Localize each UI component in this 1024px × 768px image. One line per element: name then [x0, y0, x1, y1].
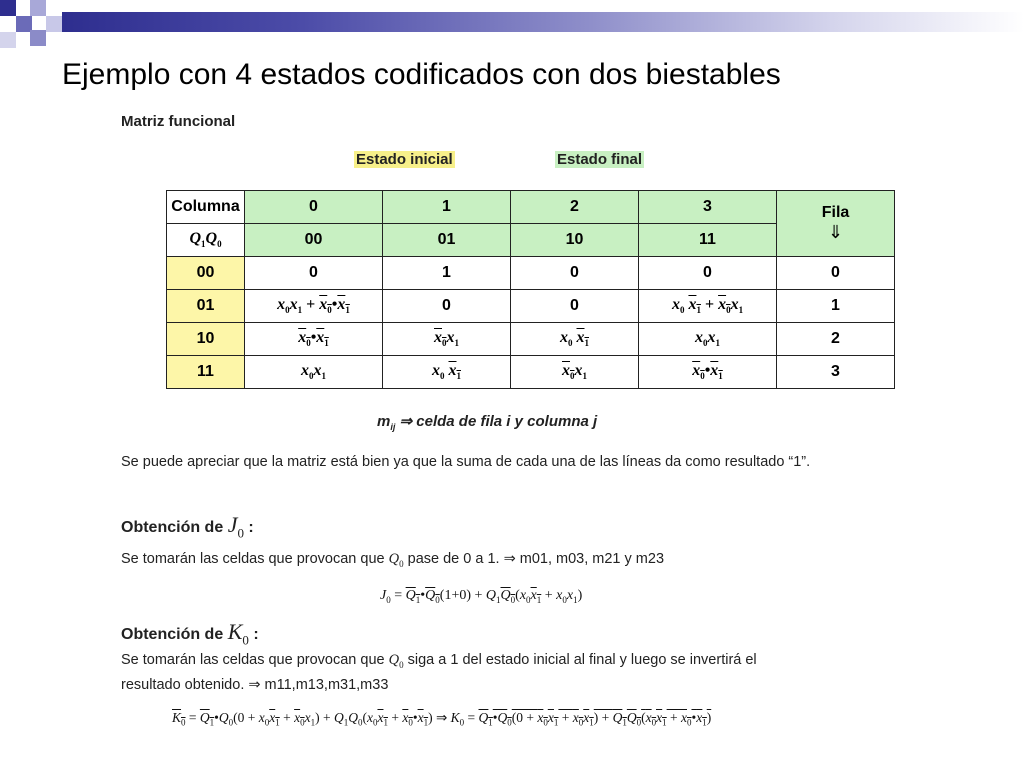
matrix-cell-expression: $x_0•x_1$	[639, 356, 777, 389]
column-header-label: Columna	[167, 191, 245, 224]
page-title: Ejemplo con 4 estados codificados con dos biestables	[62, 58, 781, 91]
corner-logo-squares	[0, 0, 80, 60]
fila-header	[777, 191, 895, 257]
column-code: 01	[383, 224, 511, 257]
legend-final-state: Estado final	[557, 151, 643, 168]
k0-description-line2: resultado obtenido. ⇒ m11,m13,m31,m33	[121, 677, 389, 693]
row-code: 00	[167, 257, 245, 290]
down-double-arrow-icon: ⇓	[827, 222, 844, 242]
fila-number: 0	[777, 257, 895, 290]
matrix-cell-expression: $x_0$ $x_1 + x_0x_1$	[639, 290, 777, 323]
row-code: 01	[167, 290, 245, 323]
k0-description: Se tomarán las celdas que provocan que $Q_0$ siga a 1 del estado inicial al final y luego se invertirá el	[121, 652, 757, 670]
section-label: Matriz funcional	[121, 113, 236, 130]
k0-heading: Obtención de $K_0$ :	[121, 619, 259, 648]
matrix-cell: 0	[639, 257, 777, 290]
state-header-q1q0: $Q_1Q_0$	[167, 224, 245, 257]
matrix-cell-expression: $x_0$ $x_1$	[511, 323, 639, 356]
matrix-cell: 0	[511, 290, 639, 323]
column-index: 1	[383, 191, 511, 224]
matrix-cell-expression: $x_0•x_1$	[245, 323, 383, 356]
column-index: 2	[511, 191, 639, 224]
mij-note: $m_{ij}$ ⇒ celda de fila i y columna j	[377, 413, 598, 432]
column-index: 0	[245, 191, 383, 224]
fila-number: 1	[777, 290, 895, 323]
matrix-cell: 0	[245, 257, 383, 290]
fila-number: 3	[777, 356, 895, 389]
j0-description: Se tomarán las celdas que provocan que $Q_0$ pase de 0 a 1. ⇒ m01, m03, m21 y m23	[121, 551, 665, 569]
row-code: 11	[167, 356, 245, 389]
functional-matrix-table	[166, 190, 895, 389]
k0-formula: $K_0$ = $Q_1•Q_0(0 + x_0x_1 + x_0x_1) + Q_1Q_0(x_0x_1$ + $x_0•x_1$) ⇒ $K_0$ = $Q_1•Q_0(0 + x_0x_1 + x_0x_1) + Q_1Q_0(x_0x_1$ + $x_0•x_1$)	[172, 710, 712, 728]
table-row	[167, 290, 895, 323]
matrix-cell-expression: $x_0x_1$ + $x_0•x_1$	[245, 290, 383, 323]
column-code: 11	[639, 224, 777, 257]
matrix-cell-expression: $x_0x_1$	[245, 356, 383, 389]
matrix-cell: 1	[383, 257, 511, 290]
table-row	[167, 191, 895, 224]
matrix-cell: 0	[383, 290, 511, 323]
table-row	[167, 356, 895, 389]
matrix-cell: 0	[511, 257, 639, 290]
matrix-cell-expression: $x_0x_1$	[511, 356, 639, 389]
column-code: 00	[245, 224, 383, 257]
fila-label: Fila	[821, 204, 850, 221]
matrix-cell-expression: $x_0x_1$	[383, 323, 511, 356]
column-code: 10	[511, 224, 639, 257]
matrix-cell-expression: $x_0x_1$	[639, 323, 777, 356]
table-row	[167, 323, 895, 356]
table-row	[167, 257, 895, 290]
legend-initial-state: Estado inicial	[356, 151, 453, 168]
j0-heading: Obtención de $J_0$ :	[121, 512, 254, 541]
column-index: 3	[639, 191, 777, 224]
j0-formula: $J_0$ = $Q_1•Q_0(1+0) + Q_1Q_0(x_0x_1 + x_0x_1)$	[380, 588, 583, 605]
row-code: 10	[167, 323, 245, 356]
matrix-check-paragraph: Se puede apreciar que la matriz está bien ya que la suma de cada una de las líneas da como resultado “1”.	[121, 454, 811, 470]
matrix-cell-expression: $x_0$ $x_1$	[383, 356, 511, 389]
fila-number: 2	[777, 323, 895, 356]
title-bar-gradient	[62, 12, 1024, 32]
